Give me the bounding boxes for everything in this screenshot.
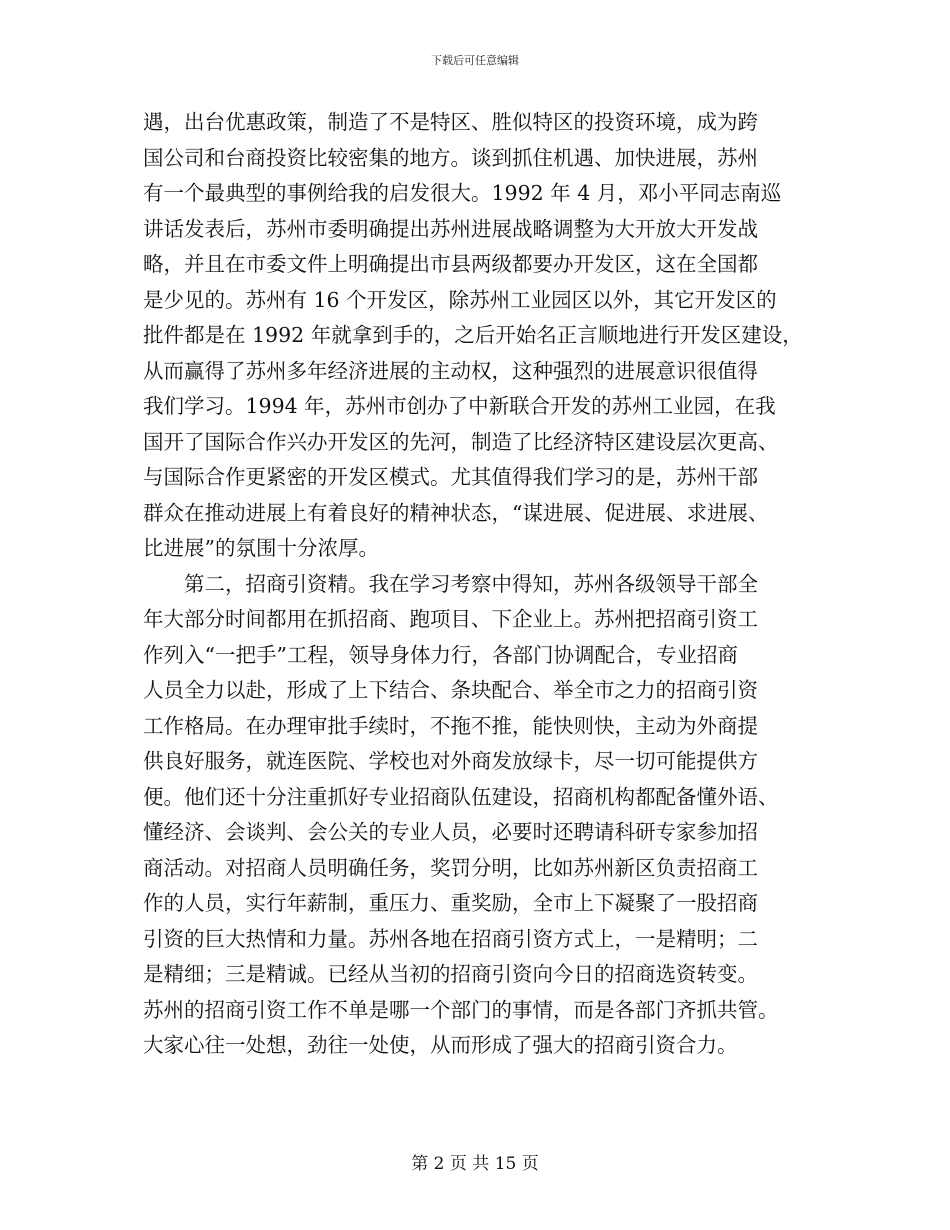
text-line: 作列入“一把手”工程，领导身体力行，各部门协调配合，专业招商 bbox=[143, 642, 738, 667]
text-line: 略，并且在市委文件上明确提出市县两级都要办开发区，这在全国都 bbox=[143, 252, 758, 276]
text-line: 与国际合作更紧密的开发区模式。尤其值得我们学习的是，苏州干部 bbox=[143, 465, 758, 489]
text-line: 便。他们还十分注重抓好专业招商队伍建设，招商机构都配备懂外语、 bbox=[143, 784, 779, 809]
document-body bbox=[143, 105, 815, 1064]
text-line: 我们学习。1994 年，苏州市创办了中新联合开发的苏州工业园，在我 bbox=[143, 394, 776, 418]
text-line: 大家心往一处想，劲往一处使，从而形成了强大的招商引资合力。 bbox=[143, 1033, 738, 1057]
text-line: 是精细；三是精诚。已经从当初的招商引资向今日的招商选资转变。 bbox=[143, 962, 758, 986]
text-line: 商活动。对招商人员明确任务，奖罚分明，比如苏州新区负责招商工 bbox=[143, 855, 758, 880]
text-line: 国公司和台商投资比较密集的地方。谈到抓住机遇、加快进展，苏州 bbox=[143, 145, 758, 170]
text-line: 从而赢得了苏州多年经济进展的主动权，这种强烈的进展意识很值得 bbox=[143, 358, 758, 383]
text-line: 作的人员，实行年薪制，重压力、重奖励，全市上下凝聚了一股招商 bbox=[143, 891, 758, 915]
page-header: 下载后可任意编辑 bbox=[431, 54, 519, 67]
text-line: 供良好服务，就连医院、学校也对外商发放绿卡，尽一切可能提供方 bbox=[143, 749, 758, 773]
text-line: 工作格局。在办理审批手续时，不拖不推，能快则快，主动为外商提 bbox=[143, 713, 758, 738]
paragraph-start-line: 第二，招商引资精。我在学习考察中得知，苏州各级领导干部全 bbox=[184, 571, 758, 596]
text-line: 群众在推动进展上有着良好的精神状态，“谋进展、促进展、求进展、 bbox=[143, 500, 769, 525]
text-line: 国开了国际合作兴办开发区的先河，制造了比经济特区建设层次更高、 bbox=[143, 429, 779, 454]
text-line: 比进展”的氛围十分浓厚。 bbox=[143, 536, 379, 560]
text-line: 遇，出台优惠政策，制造了不是特区、胜似特区的投资环境，成为跨 bbox=[143, 110, 758, 134]
text-line: 批件都是在 1992 年就拿到手的，之后开始名正言顺地进行开发区建设， bbox=[143, 323, 803, 347]
text-line: 讲话发表后，苏州市委明确提出苏州进展战略调整为大开放大开发战 bbox=[143, 216, 758, 241]
page-number-footer: 第 2 页 共 15 页 bbox=[411, 1154, 539, 1174]
text-line: 懂经济、会谈判、会公关的专业人员，必要时还聘请科研专家参加招 bbox=[143, 820, 758, 844]
text-line: 有一个最典型的事例给我的启发很大。1992 年 4 月，邓小平同志南巡 bbox=[143, 181, 782, 205]
text-line: 人员全力以赴，形成了上下结合、条块配合、举全市之力的招商引资 bbox=[143, 678, 758, 702]
text-line: 年大部分时间都用在抓招商、跑项目、下企业上。苏州把招商引资工 bbox=[143, 607, 758, 631]
text-line: 是少见的。苏州有 16 个开发区，除苏州工业园区以外，其它开发区的 bbox=[143, 287, 777, 312]
text-line: 苏州的招商引资工作不单是哪一个部门的事情，而是各部门齐抓共管。 bbox=[143, 997, 779, 1022]
text-line: 引资的巨大热情和力量。苏州各地在招商引资方式上，一是精明；二 bbox=[143, 926, 758, 951]
